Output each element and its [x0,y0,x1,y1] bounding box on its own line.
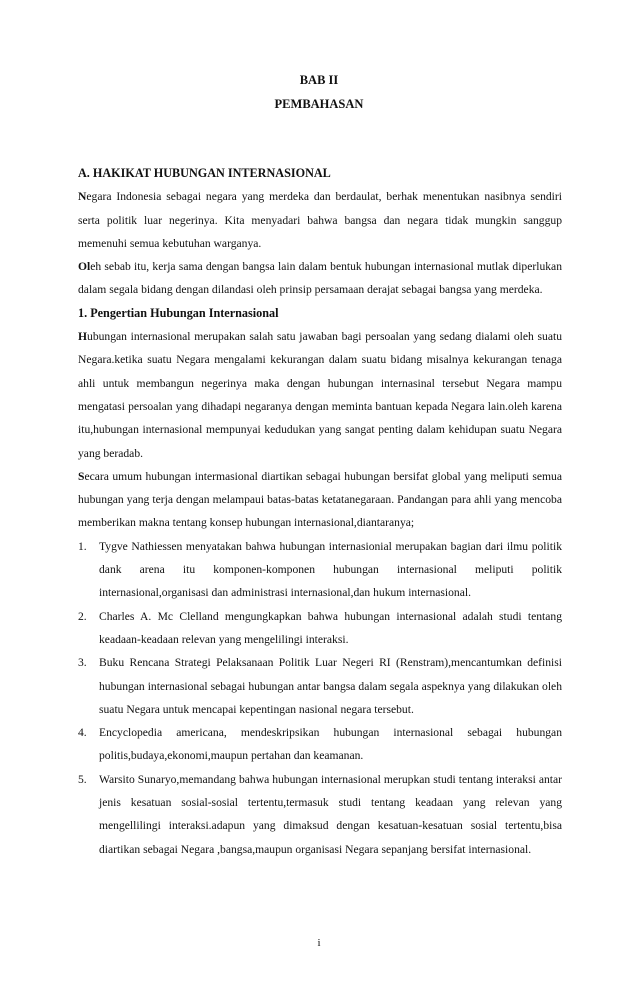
paragraph-text: ecara umum hubungan intermasional diartikan sebagai hubungan bersifat global yang meliputi semua hubungan yang terja dengan melampaui batas-batas ketatanegaraan. Pandangan para ahli yang mencoba memberikan makna tentang konsep hubungan internasional,diantaranya; [78,469,562,530]
page-number: i [317,937,321,949]
list-number: 3. [78,656,87,670]
list-item [78,605,562,652]
drop-letter: Ol [78,260,91,274]
list-text: Tygve Nathiessen menyatakan bahwa hubungan internasionial merupakan bagian dari ilmu politik dank arena itu komponen-komponen hubungan internasional meliputi politik internasional,organisasi dan administrasi internasional,dan hukum internasional. [99,539,562,600]
chapter-title: PEMBAHASAN [274,97,364,111]
list-number: 2. [78,609,87,623]
chapter-heading: BAB II [299,73,339,87]
drop-letter: N [78,190,87,204]
list-item [78,535,562,605]
list-text: Charles A. Mc Clelland mengungkapkan bahwa hubungan internasional adalah studi tentang keadaan-keadaan relevan yang mengelilingi interaksi. [99,609,562,646]
subsection-1-title: 1. Pengertian Hubungan Internasional [78,305,279,320]
paragraph-text: eh sebab itu, kerja sama dengan bangsa lain dalam bentuk hubungan internasional mutlak diperlukan dalam segala bidang dengan dilandasi oleh prinsip persamaan derajat sebagai bangsa yang merdeka. [78,260,562,297]
list-number: 1. [78,539,87,553]
list-item [78,768,562,861]
paragraph-text: egara Indonesia sebagai negara yang merdeka dan berdaulat, berhak menentukan nasibnya sendiri serta politik luar negerinya. Kita menyadari bahwa bangsa dan negara tidak mungkin sanggup memenuhi semua kebutuhan warganya. [78,190,562,250]
drop-letter: S [78,469,85,483]
list-number: 5. [78,772,87,786]
section-a-paragraph-2 [78,255,562,302]
list-item [78,651,562,721]
subsection-1-paragraph-1 [78,325,562,465]
subsection-1-paragraph-2 [78,465,562,535]
list-text: Encyclopedia americana, mendeskripsikan hubungan internasional sebagai hubungan politis,budaya,ekonomi,maupun pertahan dan keamanan. [99,726,562,763]
paragraph-text: ubungan internasional merupakan salah satu jawaban bagi persoalan yang sedang dialami oleh suatu Negara.ketika suatu Negara mengalami kekurangan dalam suatu bidang misalnya kekurangan tenaga ahli untuk membangun negerinya maka dengan hubungan internasinal tersebut Negara mampu mengatasi persoalan yang dihadapi negaranya dengan meminta bantuan kepada Negara lain.oleh karena itu,hubungan internasional mempunyai kedudukan yang sangat penting dalam kehidupan suatu Negara yang beradab. [78,330,562,460]
list-text: Buku Rencana Strategi Pelaksanaan Politik Luar Negeri RI (Renstram),mencantumkan definisi hubungan internasional sebagai hubungan antar bangsa dalam segala aspeknya yang dilakukan oleh suatu Negara untuk mencapai kepentingan nasional negara tersebut. [99,656,562,716]
document-body [78,162,562,861]
section-a-title: A. HAKIKAT HUBUNGAN INTERNASIONAL [78,166,331,180]
drop-letter: H [78,330,88,344]
section-a-paragraph-1 [78,185,562,255]
list-item [78,721,562,768]
list-number: 4. [78,726,87,740]
definitions-list [78,535,562,861]
list-text: Warsito Sunaryo,memandang bahwa hubungan internasional merupkan studi tentang interaksi antar jenis kesatuan sosial-sosial tertentu,termasuk studi tentang keadaan yang relevan yang mengellilingi interaksi.adapun yang dimaksud dengan kesatuan-kesatuan sosial tertentu,bisa diartikan sebagai Negara ,bangsa,maupun organisasi Negara sepanjang bersifat internasional. [99,772,562,856]
